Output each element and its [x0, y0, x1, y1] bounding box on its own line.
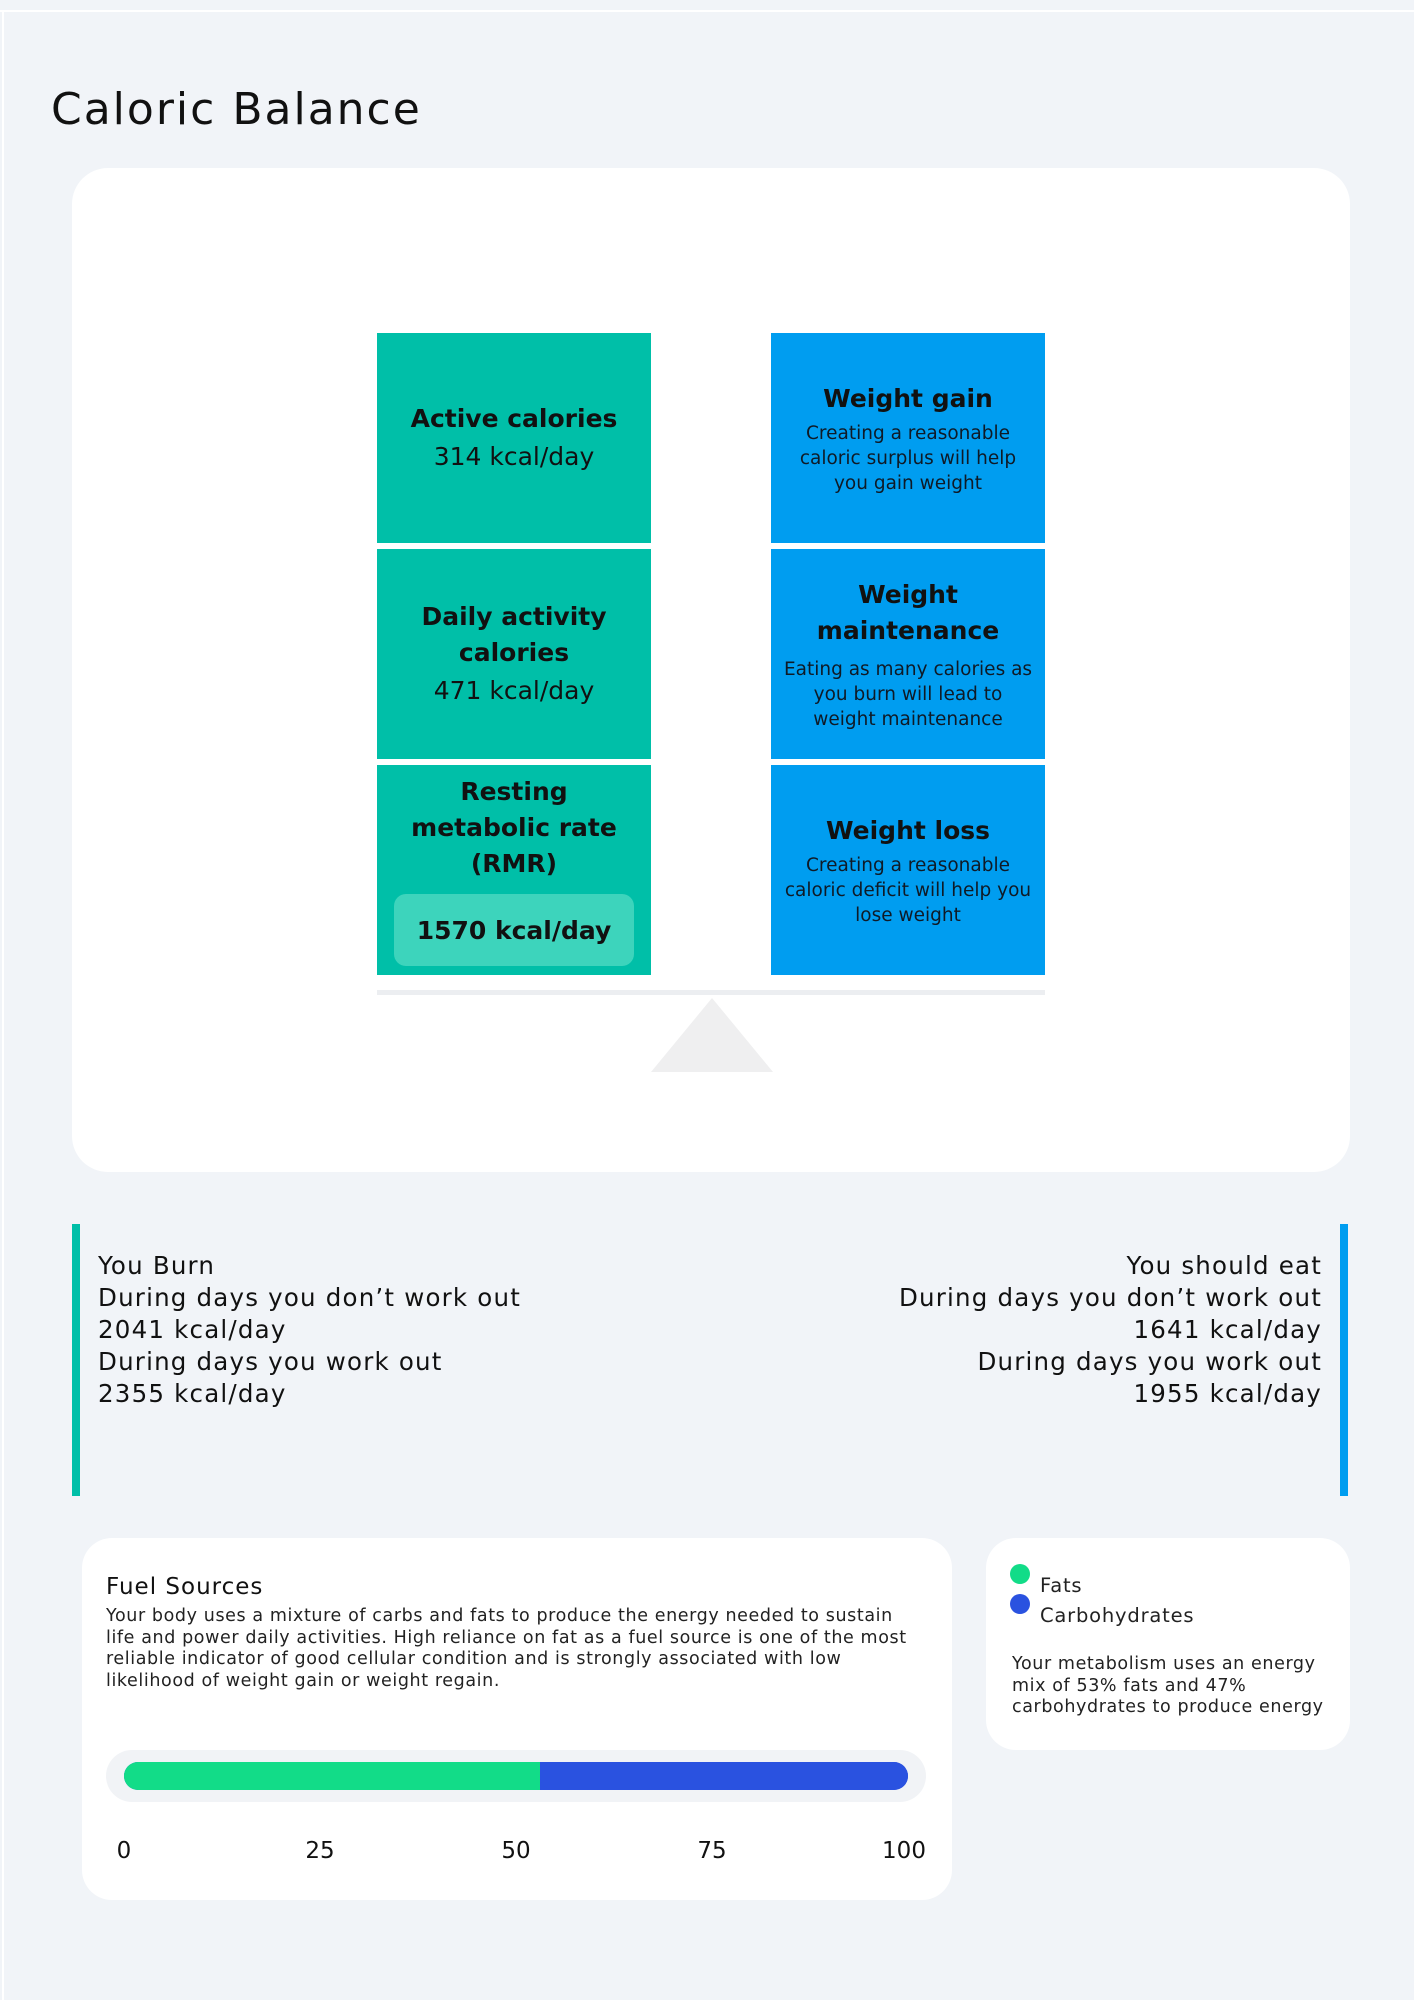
carbs-dot-icon	[1010, 1594, 1030, 1614]
fuel-description: Your body uses a mixture of carbs and fats to produce the energy needed to sustain life and power daily activities. High reliance on fat as a fuel source is one of the most reliable indicator of good cellular condition and is strongly associated with low likelihood of weight gain or weight regain.	[106, 1606, 907, 1691]
burn-summary	[98, 1250, 521, 1410]
fuel-bar-track	[106, 1750, 926, 1802]
top-border	[0, 10, 1414, 12]
weight-maintenance-block	[771, 549, 1045, 759]
weight-gain-title: Weight gain	[823, 383, 993, 413]
legend-fats	[1010, 1564, 1082, 1597]
eat-rest-value: 1641 kcal/day	[1133, 1315, 1322, 1344]
burn-work-value: 2355 kcal/day	[98, 1379, 287, 1408]
weight-loss-desc: Creating a reasonable caloric deficit will help you lose weight	[784, 854, 1032, 926]
axis-tick-100: 100	[882, 1838, 926, 1864]
weight-maintenance-desc: Eating as many calories as you burn will lead to weight maintenance	[783, 658, 1033, 730]
eat-accent-bar	[1340, 1224, 1348, 1496]
rmr-title: Resting metabolic rate (RMR)	[411, 777, 617, 878]
fats-dot-icon	[1010, 1564, 1030, 1584]
eat-heading: You should eat	[1126, 1251, 1322, 1280]
balance-beam	[377, 990, 1045, 995]
fuel-sources-card	[82, 1538, 952, 1900]
burn-heading: You Burn	[98, 1251, 216, 1280]
burn-work-label: During days you work out	[98, 1347, 443, 1376]
active-calories-value: 314 kcal/day	[433, 442, 595, 471]
legend-carbs-label: Carbohydrates	[1040, 1604, 1195, 1627]
axis-tick-0: 0	[116, 1838, 132, 1864]
daily-activity-value: 471 kcal/day	[433, 676, 595, 705]
axis-tick-25: 25	[305, 1838, 335, 1864]
active-calories-block	[377, 333, 651, 543]
eat-summary	[899, 1250, 1322, 1410]
burn-accent-bar	[72, 1224, 80, 1496]
daily-activity-block	[377, 549, 651, 759]
legend-fats-label: Fats	[1040, 1574, 1083, 1597]
fulcrum-triangle-icon	[651, 998, 773, 1072]
weight-loss-block	[771, 765, 1045, 975]
page-title: Caloric Balance	[51, 84, 422, 135]
axis-tick-50: 50	[501, 1838, 531, 1864]
fuel-legend-card	[986, 1538, 1350, 1750]
weight-gain-block	[771, 333, 1045, 543]
burn-rest-label: During days you don’t work out	[98, 1283, 522, 1312]
axis-tick-75: 75	[697, 1838, 727, 1864]
rmr-value: 1570 kcal/day	[394, 894, 634, 966]
fats-segment	[124, 1762, 540, 1790]
weight-maintenance-title: Weight maintenance	[816, 579, 1000, 645]
fuel-bar	[124, 1762, 908, 1790]
burn-rest-value: 2041 kcal/day	[98, 1315, 287, 1344]
active-calories-title: Active calories	[410, 404, 618, 433]
eat-work-value: 1955 kcal/day	[1133, 1379, 1322, 1408]
legend-carbs	[1010, 1594, 1194, 1627]
legend-summary: Your metabolism uses an energy mix of 53% fats and 47% carbohydrates to produce energy	[1012, 1654, 1324, 1717]
carbs-segment	[540, 1762, 908, 1790]
left-border	[2, 10, 4, 2000]
rmr-block	[377, 765, 651, 975]
eat-work-label: During days you work out	[977, 1347, 1322, 1376]
weight-loss-title: Weight loss	[825, 815, 991, 845]
eat-rest-label: During days you don’t work out	[898, 1283, 1322, 1312]
daily-activity-title: Daily activity calories	[421, 602, 607, 667]
weight-gain-desc: Creating a reasonable caloric surplus will help you gain weight	[799, 422, 1017, 494]
fuel-title: Fuel Sources	[106, 1574, 264, 1600]
